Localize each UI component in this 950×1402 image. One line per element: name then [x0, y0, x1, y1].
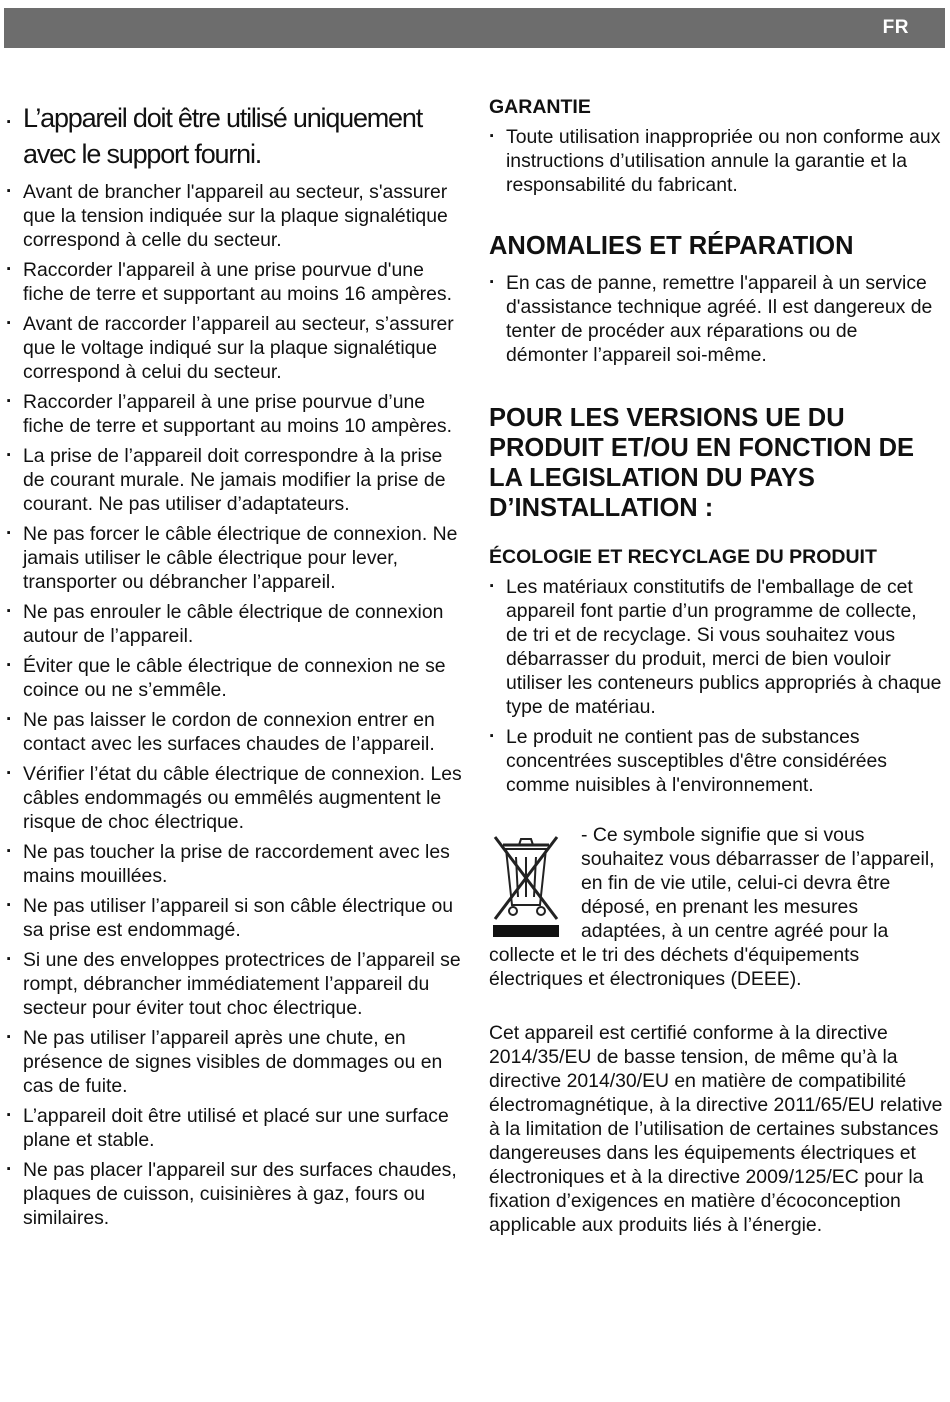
certification-text: Cet appareil est certifié conforme à la directive 2014/35/EU de basse tension, de même qu’à la directive 2014/30/EU en matière de compatibilité électromagnétique, à la directive 2011/65/EU relative à la limitation de l’utilisation de certaines substances dangereuses dans les équipements électriques et électroniques et à la directive 2009/125/EC pour la fixation d’exigences en matière d’écoconception applicable aux produits liés à l’énergie.: [489, 1022, 943, 1236]
list-item: · Raccorder l'appareil à une prise pourvue d'une fiche de terre et supportant au moins 16 ampères.: [6, 258, 468, 306]
list-item: · Ne pas laisser le cordon de connexion entrer en contact avec les surfaces chaudes de l’appareil.: [6, 708, 468, 756]
right-column: [489, 95, 943, 1237]
ecologie-heading: ÉCOLOGIE ET RECYCLAGE DU PRODUIT: [489, 546, 877, 568]
list-item: · L’appareil doit être utilisé et placé sur une surface plane et stable.: [6, 1104, 468, 1152]
anomalies-heading: ANOMALIES ET RÉPARATION: [489, 232, 854, 260]
list-item: · Les matériaux constitutifs de l'emballage de cet appareil font partie d’un programme de collecte, de tri et de recyclage. Si vous souhaitez vous débarrasser du produit, merci de bien vouloir utiliser les conteneurs publics appropriés à chaque type de matériau.: [489, 575, 943, 719]
list-item: · L’appareil doit être utilisé uniquement avec le support fourni.: [6, 100, 468, 172]
list-item: · Avant de brancher l'appareil au secteur, s'assurer que la tension indiquée sur la plaque signalétique correspond à celle du secteur.: [6, 180, 468, 252]
weee-text: - Ce symbole signifie que si vous souhaitez vous débarrasser de l’appareil, en fin de vie utile, celui-ci devra être déposé, en prenant les mesures adaptées, à un centre agréé pour la collecte et le tri des déchets d'équipements électriques et électroniques (DEEE).: [489, 824, 935, 990]
header-bar: [4, 8, 945, 48]
list-item: · Toute utilisation inappropriée ou non conforme aux instructions d’utilisation annule la garantie et la responsabilité du fabricant.: [489, 125, 943, 197]
safety-instructions-list: [6, 100, 468, 1230]
list-item: · Ne pas placer l'appareil sur des surfaces chaudes, plaques de cuisson, cuisinières à gaz, fours ou similaires.: [6, 1158, 468, 1230]
language-label: FR: [882, 17, 909, 38]
list-item: · Avant de raccorder l’appareil au secteur, s’assurer que le voltage indiqué sur la plaque signalétique correspond à celui du secteur.: [6, 312, 468, 384]
list-item: · Ne pas utiliser l’appareil après une chute, en présence de signes visibles de dommages ou en cas de fuite.: [6, 1026, 468, 1098]
left-column: [6, 100, 468, 1236]
list-item: · Ne pas enrouler le câble électrique de connexion autour de l’appareil.: [6, 600, 468, 648]
list-item: · Vérifier l’état du câble électrique de connexion. Les câbles endommagés ou emmêlés augmentent le risque de choc électrique.: [6, 762, 468, 834]
list-item: · Si une des enveloppes protectrices de l’appareil se rompt, débrancher immédiatement l’appareil du secteur pour éviter tout choc électrique.: [6, 948, 468, 1020]
garantie-heading: GARANTIE: [489, 96, 591, 118]
list-item: · La prise de l’appareil doit correspondre à la prise de courant murale. Ne jamais modifier la prise de courant. Ne pas utiliser d’adaptateurs.: [6, 444, 468, 516]
list-item: · Ne pas forcer le câble électrique de connexion. Ne jamais utiliser le câble électrique pour lever, transporter ou débrancher l’appareil.: [6, 522, 468, 594]
garantie-list: [489, 125, 943, 197]
anomalies-list: [489, 271, 943, 367]
versions-heading: POUR LES VERSIONS UE DU PRODUIT ET/OU EN FONCTION DE LA LEGISLATION DU PAYS D’INSTALLATION :: [489, 404, 915, 522]
weee-notice: [489, 823, 943, 991]
list-item: · En cas de panne, remettre l'appareil à un service d'assistance technique agréé. Il est dangereux de tenter de procéder aux réparations ou de démonter l’appareil soi-même.: [489, 271, 943, 367]
list-item: · Ne pas utiliser l’appareil si son câble électrique ou sa prise est endommagé.: [6, 894, 468, 942]
crossed-out-bin-icon: [489, 827, 563, 939]
list-item: · Raccorder l’appareil à une prise pourvue d’une fiche de terre et supportant au moins 10 ampères.: [6, 390, 468, 438]
ecologie-list: [489, 575, 943, 797]
list-item: · Éviter que le câble électrique de connexion ne se coince ou ne s’emmêle.: [6, 654, 468, 702]
list-item: · Ne pas toucher la prise de raccordement avec les mains mouillées.: [6, 840, 468, 888]
list-item: · Le produit ne contient pas de substances concentrées susceptibles d'être considérées comme nuisibles à l'environnement.: [489, 725, 943, 797]
